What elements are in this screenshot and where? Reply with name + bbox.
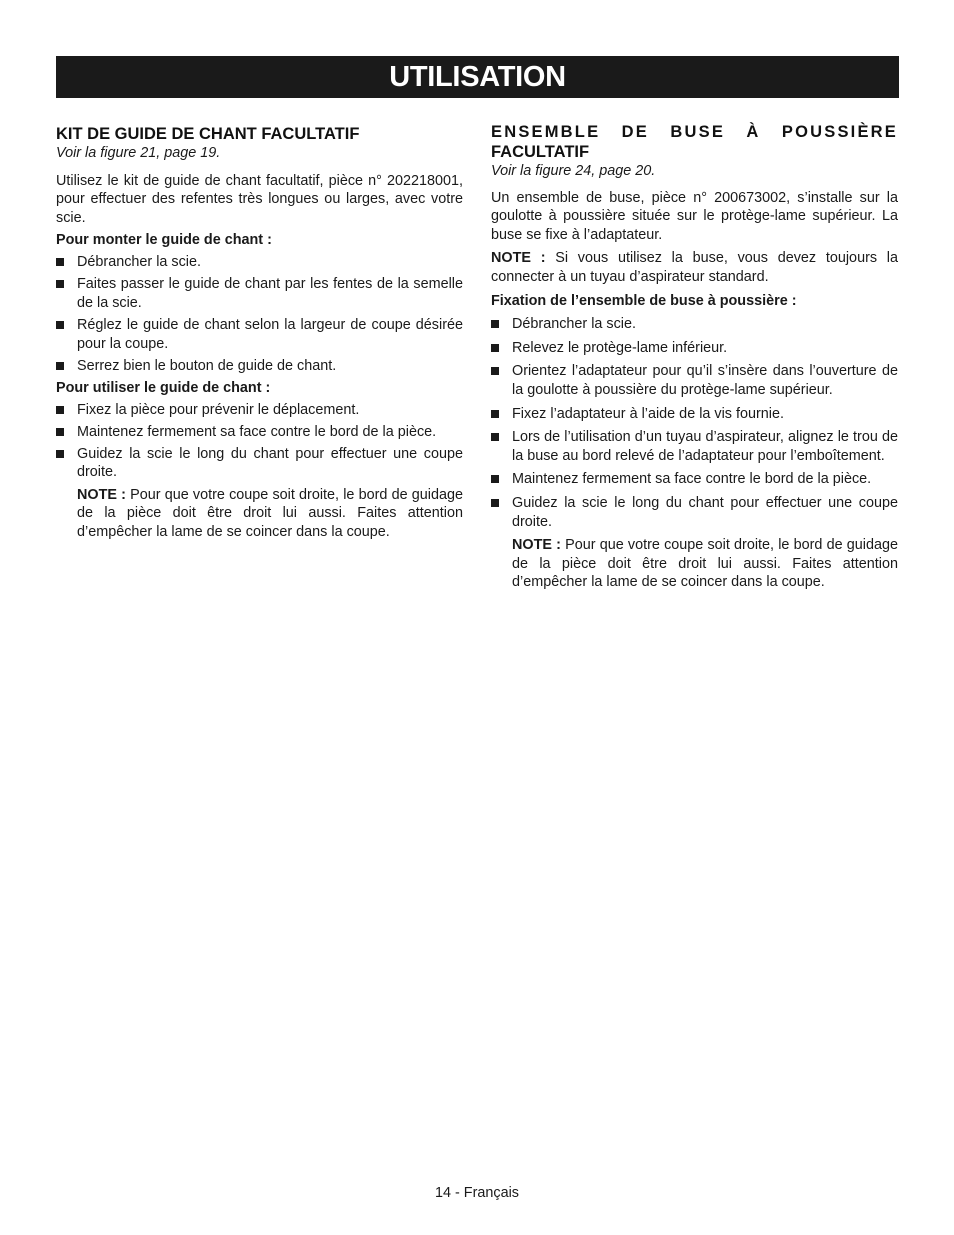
right-column	[491, 122, 898, 592]
left-heading: KIT DE GUIDE DE CHANT FACULTATIF	[56, 125, 360, 143]
page-number: 14 - Français	[435, 1185, 519, 1201]
step-text: Maintenez fermement sa face contre le bord de la pièce.	[77, 423, 437, 440]
square-bullet-icon	[56, 428, 64, 436]
note-label: NOTE :	[491, 250, 546, 267]
right-figure-ref: Voir la figure 24, page 20.	[491, 163, 656, 179]
right-intro: Un ensemble de buse, pièce n° 200673002, s’installe sur la goulotte à poussière située sur le protège-lame supérieur. La buse se fixe à l’adaptateur.	[491, 189, 898, 243]
left-note	[77, 486, 463, 542]
step-text: Débrancher la scie.	[512, 316, 636, 333]
list-item	[491, 470, 898, 489]
list-item	[56, 253, 463, 272]
use-steps-list	[56, 401, 463, 483]
step-text: Fixez l’adaptateur à l’aide de la vis fournie.	[512, 405, 784, 422]
banner-title: UTILISATION	[389, 61, 566, 93]
step-text: Serrez bien le bouton de guide de chant.	[77, 357, 337, 374]
note-label: NOTE :	[77, 486, 126, 503]
step-text: Débrancher la scie.	[77, 253, 201, 270]
list-item	[491, 339, 898, 358]
square-bullet-icon	[56, 280, 64, 288]
step-text: Guidez la scie le long du chant pour effectuer une coupe droite.	[77, 445, 463, 481]
list-item	[491, 428, 898, 465]
right-heading-line2: FACULTATIF	[491, 143, 590, 161]
left-intro: Utilisez le kit de guide de chant facultatif, pièce n° 202218001, pour effectuer des refentes très longues ou larges, avec votre scie.	[56, 172, 463, 226]
square-bullet-icon	[491, 320, 499, 328]
right-heading	[491, 122, 898, 142]
square-bullet-icon	[491, 410, 499, 418]
list-item	[56, 401, 463, 420]
mount-heading: Pour monter le guide de chant :	[56, 232, 272, 249]
step-text: Réglez le guide de chant selon la largeur de coupe désirée pour la coupe.	[77, 316, 463, 352]
square-bullet-icon	[56, 321, 64, 329]
square-bullet-icon	[491, 475, 499, 483]
step-text: Lors de l’utilisation d’un tuyau d’aspirateur, alignez le trou de la buse au bord relevé de l’adaptateur pour l’emboîtement.	[512, 429, 898, 464]
left-figure-ref: Voir la figure 21, page 19.	[56, 145, 221, 161]
list-item	[56, 275, 463, 312]
list-item	[491, 315, 898, 334]
right-note-1	[491, 249, 898, 286]
note-text: Pour que votre coupe soit droite, le bord de guidage de la pièce doit être droit lui aussi. Faites attention d’empêcher la lame de se coincer dans la coupe.	[77, 486, 463, 540]
square-bullet-icon	[56, 362, 64, 370]
note-label: NOTE :	[512, 537, 561, 554]
square-bullet-icon	[56, 406, 64, 414]
step-text: Faites passer le guide de chant par les fentes de la semelle de la scie.	[77, 276, 463, 311]
fix-heading: Fixation de l’ensemble de buse à poussière :	[491, 292, 797, 309]
left-column	[56, 124, 463, 541]
step-text: Fixez la pièce pour prévenir le déplacement.	[77, 401, 360, 418]
use-heading: Pour utiliser le guide de chant :	[56, 379, 271, 396]
right-heading-line1: ENSEMBLE DE BUSE À POUSSIÈRE	[491, 123, 898, 141]
square-bullet-icon	[491, 433, 499, 441]
list-item	[491, 494, 898, 531]
section-banner	[56, 56, 899, 98]
square-bullet-icon	[56, 258, 64, 266]
list-item	[56, 316, 463, 353]
step-text: Relevez le protège-lame inférieur.	[512, 339, 728, 356]
step-text: Guidez la scie le long du chant pour effectuer une coupe droite.	[512, 494, 898, 530]
note-text: Pour que votre coupe soit droite, le bord de guidage de la pièce doit être droit lui aussi. Faites attention d’empêcher la lame de se coincer dans la coupe.	[512, 537, 898, 591]
square-bullet-icon	[491, 499, 499, 507]
list-item	[56, 357, 463, 376]
square-bullet-icon	[491, 344, 499, 352]
list-item	[56, 445, 463, 482]
right-note-2	[512, 536, 898, 592]
note-text: Si vous utilisez la buse, vous devez toujours la connecter à un tuyau d’aspirateur standard.	[491, 250, 899, 285]
list-item	[491, 405, 898, 424]
fix-steps-list	[491, 315, 898, 531]
square-bullet-icon	[56, 450, 64, 458]
list-item	[491, 362, 898, 399]
page-footer	[0, 1184, 954, 1202]
mount-steps-list	[56, 253, 463, 375]
square-bullet-icon	[491, 367, 499, 375]
step-text: Maintenez fermement sa face contre le bord de la pièce.	[512, 471, 872, 488]
list-item	[56, 423, 463, 442]
step-text: Orientez l’adaptateur pour qu’il s’insère dans l’ouverture de la goulotte à poussière du protège-lame supérieur.	[512, 363, 898, 398]
